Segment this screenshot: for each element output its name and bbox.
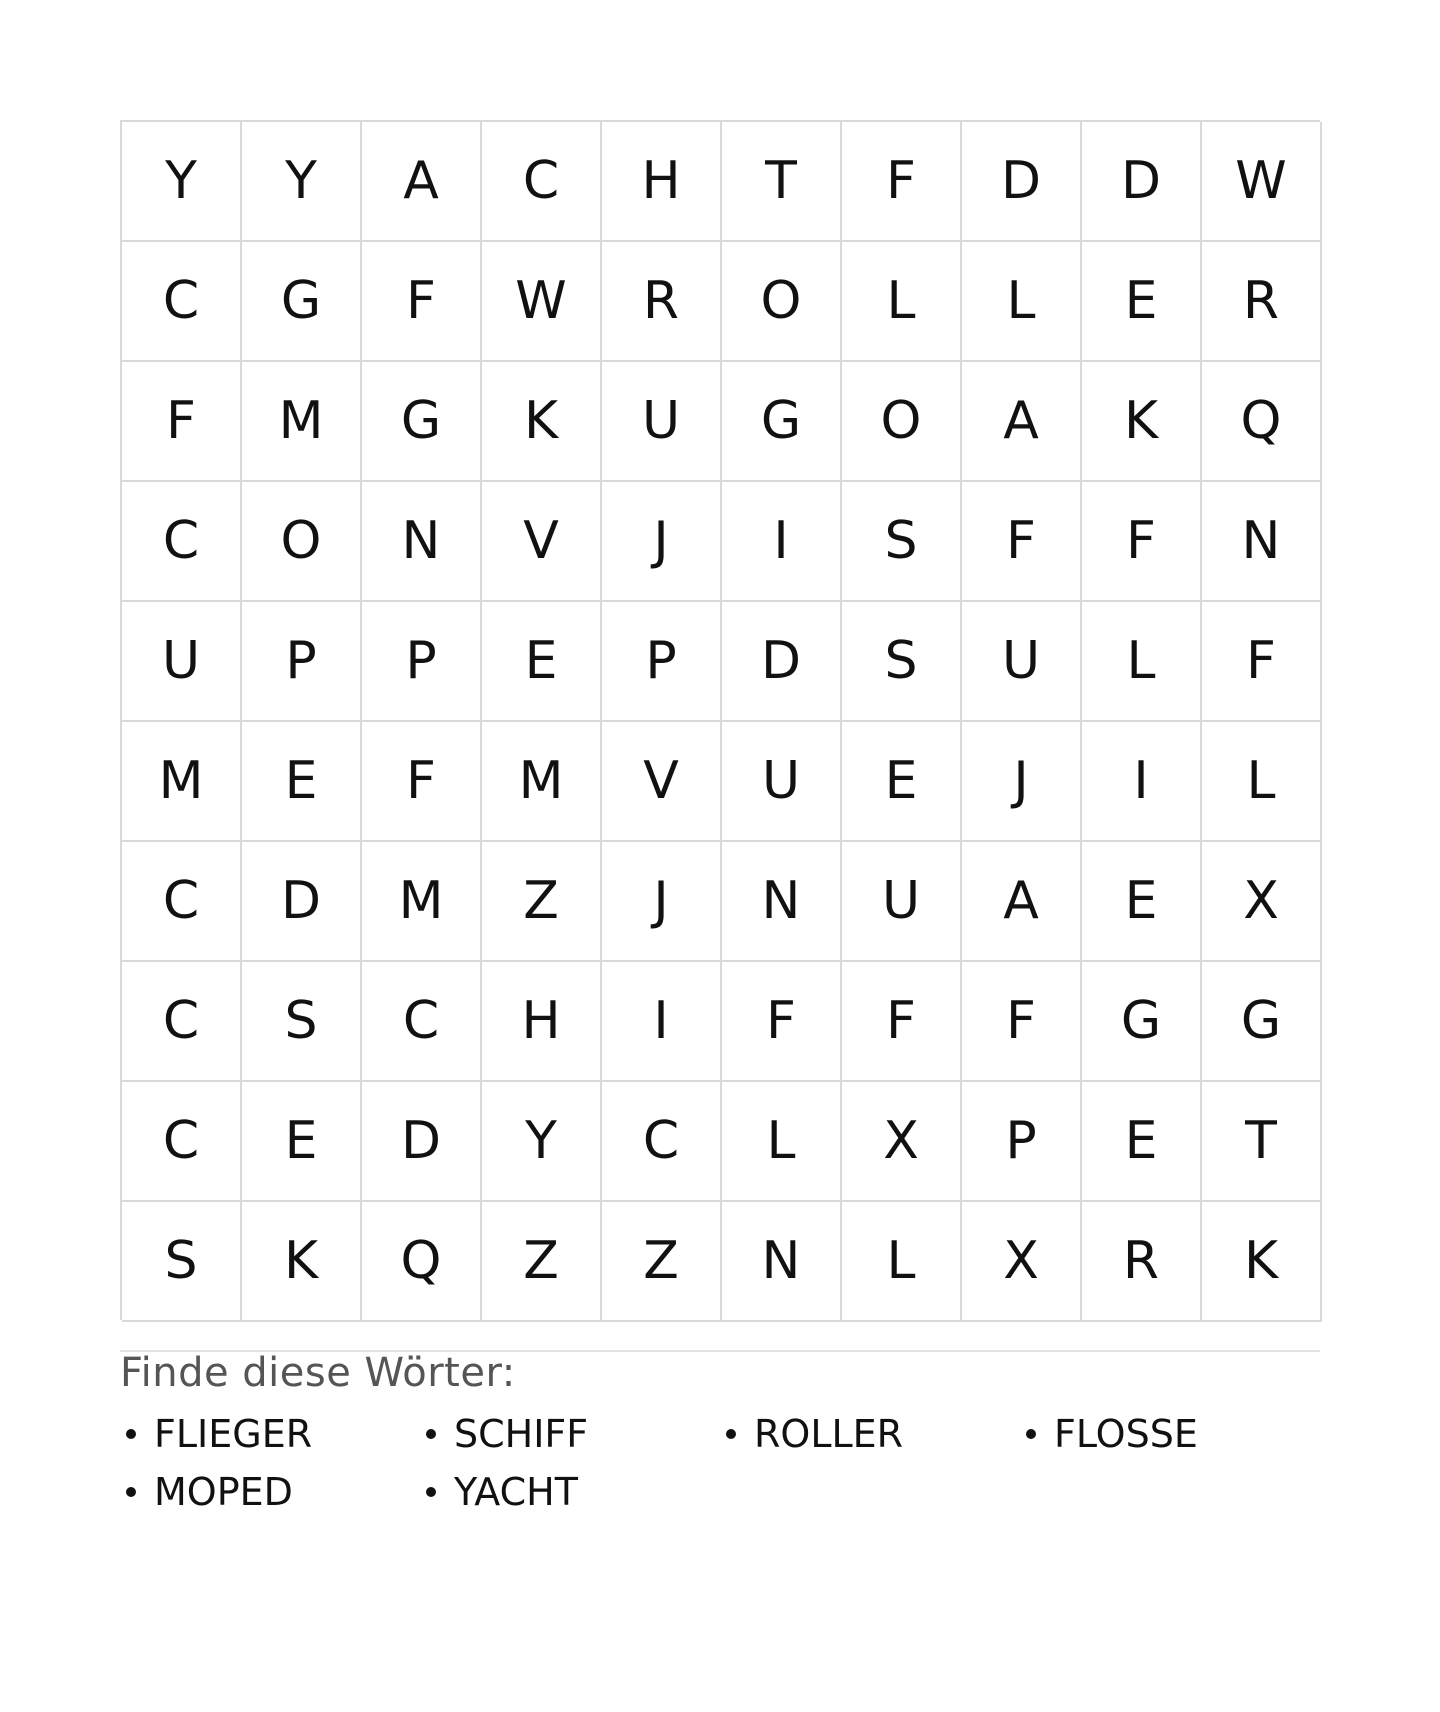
bullet-icon [426,1487,436,1497]
grid-cell[interactable]: V [602,722,722,842]
word-label: ROLLER [754,1412,904,1456]
word-list-prompt: Finde diese Wörter: [120,1350,516,1396]
word-label: YACHT [454,1470,578,1514]
grid-cell[interactable]: Z [482,842,602,962]
grid-cell[interactable]: F [362,722,482,842]
grid-cell[interactable]: Y [122,122,242,242]
grid-cell[interactable]: M [242,362,362,482]
bullet-icon [426,1429,436,1439]
grid-cell[interactable]: F [962,962,1082,1082]
grid-cell[interactable]: L [842,242,962,362]
grid-cell[interactable]: D [1082,122,1202,242]
grid-cell[interactable]: D [722,602,842,722]
grid-cell[interactable]: S [842,602,962,722]
grid-cell[interactable]: C [122,242,242,362]
word-list [120,1412,1320,1514]
grid-cell[interactable]: I [1082,722,1202,842]
grid-cell[interactable]: U [842,842,962,962]
grid-cell[interactable]: C [122,482,242,602]
grid-cell[interactable]: P [362,602,482,722]
grid-cell[interactable]: D [362,1082,482,1202]
grid-cell[interactable]: T [722,122,842,242]
grid-cell[interactable]: L [1202,722,1322,842]
grid-cell[interactable]: E [242,722,362,842]
grid-cell[interactable]: W [1202,122,1322,242]
word-list-item [420,1412,720,1456]
grid-cell[interactable]: K [242,1202,362,1322]
grid-cell[interactable]: O [242,482,362,602]
grid-cell[interactable]: P [602,602,722,722]
word-label: FLOSSE [1054,1412,1198,1456]
grid-cell[interactable]: P [962,1082,1082,1202]
grid-cell[interactable]: O [842,362,962,482]
grid-cell[interactable]: C [122,842,242,962]
grid-cell[interactable]: F [1202,602,1322,722]
grid-cell[interactable]: J [602,842,722,962]
grid-cell[interactable]: Y [242,122,362,242]
word-list-item [120,1412,420,1456]
grid-cell[interactable]: K [1082,362,1202,482]
grid-cell[interactable]: Z [482,1202,602,1322]
grid-cell[interactable]: F [842,962,962,1082]
grid-cell[interactable]: N [722,842,842,962]
grid-cell[interactable]: S [842,482,962,602]
grid-cell[interactable]: A [962,362,1082,482]
grid-cell[interactable]: G [242,242,362,362]
word-label: FLIEGER [154,1412,313,1456]
grid-cell[interactable]: P [242,602,362,722]
word-label: MOPED [154,1470,293,1514]
grid-cell[interactable]: D [962,122,1082,242]
grid-cell[interactable]: C [122,1082,242,1202]
grid-cell[interactable]: E [242,1082,362,1202]
grid-cell[interactable]: H [602,122,722,242]
grid-cell[interactable]: R [602,242,722,362]
grid-cell[interactable]: J [962,722,1082,842]
grid-cell[interactable]: C [122,962,242,1082]
grid-cell[interactable]: E [1082,1082,1202,1202]
grid-cell[interactable]: S [242,962,362,1082]
grid-cell[interactable]: L [1082,602,1202,722]
grid-cell[interactable]: Z [602,1202,722,1322]
grid-cell[interactable]: X [842,1082,962,1202]
bullet-icon [726,1429,736,1439]
grid-cell[interactable]: E [482,602,602,722]
grid-cell[interactable]: N [1202,482,1322,602]
grid-cell[interactable]: F [122,362,242,482]
grid-cell[interactable]: F [842,122,962,242]
bullet-icon [1026,1429,1036,1439]
bullet-icon [126,1429,136,1439]
grid-cell[interactable]: E [1082,242,1202,362]
bullet-icon [126,1487,136,1497]
grid-cell[interactable]: X [962,1202,1082,1322]
grid-cell[interactable]: A [362,122,482,242]
grid-cell[interactable]: N [362,482,482,602]
grid-cell[interactable]: U [602,362,722,482]
grid-cell[interactable]: Q [362,1202,482,1322]
grid-cell[interactable]: C [362,962,482,1082]
grid-cell[interactable]: Y [482,1082,602,1202]
grid-cell[interactable]: R [1082,1202,1202,1322]
grid-cell[interactable]: L [722,1082,842,1202]
grid-cell[interactable]: O [722,242,842,362]
grid-cell[interactable]: X [1202,842,1322,962]
grid-cell[interactable]: I [602,962,722,1082]
grid-cell[interactable]: J [602,482,722,602]
word-list-item [120,1470,420,1514]
word-list-item [720,1412,1020,1456]
grid-cell[interactable]: G [362,362,482,482]
grid-cell[interactable]: N [722,1202,842,1322]
grid-cell[interactable]: K [1202,1202,1322,1322]
grid-cell[interactable]: E [842,722,962,842]
grid-cell[interactable]: E [1082,842,1202,962]
grid-cell[interactable]: Q [1202,362,1322,482]
grid-cell[interactable]: R [1202,242,1322,362]
grid-cell[interactable]: M [482,722,602,842]
grid-cell[interactable]: F [1082,482,1202,602]
grid-cell[interactable]: M [362,842,482,962]
grid-cell[interactable]: C [602,1082,722,1202]
grid-cell[interactable]: A [962,842,1082,962]
grid-cell[interactable]: F [722,962,842,1082]
word-label: SCHIFF [454,1412,589,1456]
grid-cell[interactable]: L [962,242,1082,362]
grid-cell[interactable]: G [1082,962,1202,1082]
grid-cell[interactable]: T [1202,1082,1322,1202]
grid-cell[interactable]: V [482,482,602,602]
word-list-item [420,1470,720,1514]
grid-cell[interactable]: U [122,602,242,722]
grid-cell[interactable]: U [962,602,1082,722]
letter-grid [120,120,1320,1320]
grid-cell[interactable]: W [482,242,602,362]
grid-cell[interactable]: L [842,1202,962,1322]
grid-cell[interactable]: F [362,242,482,362]
grid-cell[interactable]: S [122,1202,242,1322]
grid-cell[interactable]: K [482,362,602,482]
grid-cell[interactable]: M [122,722,242,842]
word-list-item [1020,1412,1320,1456]
grid-cell[interactable]: U [722,722,842,842]
grid-cell[interactable]: D [242,842,362,962]
grid-cell[interactable]: C [482,122,602,242]
grid-cell[interactable]: F [962,482,1082,602]
grid-cell[interactable]: H [482,962,602,1082]
grid-cell[interactable]: G [1202,962,1322,1082]
grid-cell[interactable]: I [722,482,842,602]
grid-cell[interactable]: G [722,362,842,482]
